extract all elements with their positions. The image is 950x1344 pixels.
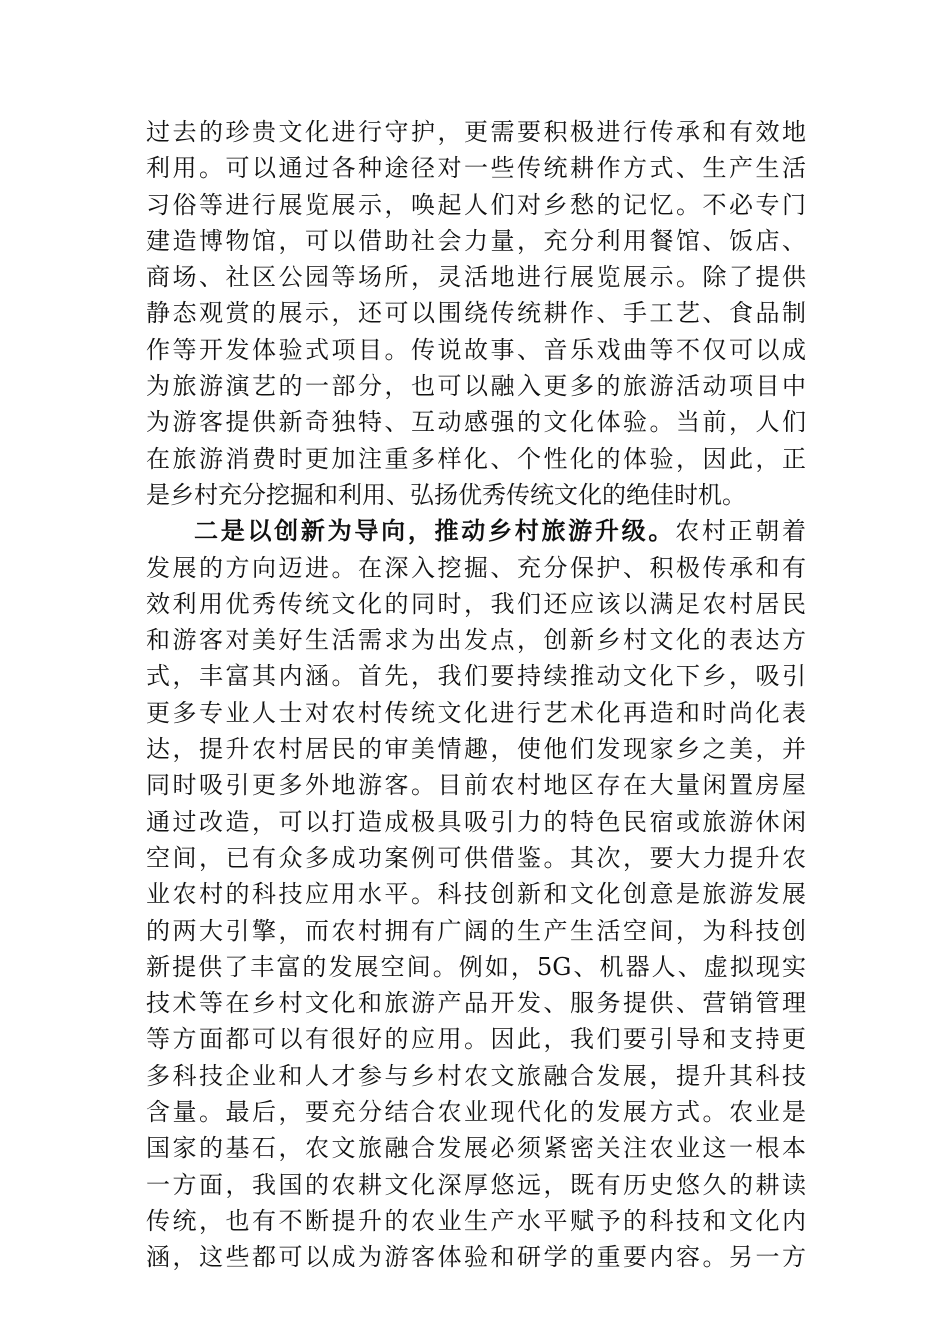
text-line: 含量。最后，要充分结合农业现代化的发展方式。农业是 bbox=[146, 1098, 806, 1127]
text-line: 涵，这些都可以成为游客体验和研学的重要内容。另一方 bbox=[146, 1243, 806, 1272]
text-line: 的两大引擎，而农村拥有广阔的生产生活空间，为科技创 bbox=[146, 916, 806, 945]
paragraph-2 bbox=[146, 513, 806, 1275]
text-line: 作等开发体验式项目。传说故事、音乐戏曲等不仅可以成 bbox=[146, 335, 806, 364]
text-line: 是乡村充分挖掘和利用、弘扬优秀传统文化的绝佳时机。 bbox=[146, 480, 746, 509]
text-line: 商场、社区公园等场所，灵活地进行展览展示。除了提供 bbox=[146, 263, 806, 292]
text-line: 技术等在乡村文化和旅游产品开发、服务提供、营销管理 bbox=[146, 989, 806, 1018]
text-line: 一方面，我国的农耕文化深厚悠远，既有历史悠久的耕读 bbox=[146, 1170, 806, 1199]
text-line: 为游客提供新奇独特、互动感强的文化体验。当前，人们 bbox=[146, 408, 806, 437]
text-line: 达，提升农村居民的审美情趣，使他们发现家乡之美，并 bbox=[146, 735, 806, 764]
text-line: 新提供了丰富的发展空间。例如，5G、机器人、虚拟现实 bbox=[146, 952, 806, 981]
text-line: 建造博物馆，可以借助社会力量，充分利用餐馆、饭店、 bbox=[146, 226, 806, 255]
text-line: 同时吸引更多外地游客。目前农村地区存在大量闲置房屋 bbox=[146, 771, 806, 800]
text-run: 农村正朝着 bbox=[675, 517, 806, 546]
text-line: 静态观赏的展示，还可以围绕传统耕作、手工艺、食品制 bbox=[146, 299, 806, 328]
text-line: 多科技企业和人才参与乡村农文旅融合发展，提升其科技 bbox=[146, 1061, 806, 1090]
text-line: 发展的方向迈进。在深入挖掘、充分保护、积极传承和有 bbox=[146, 553, 806, 582]
text-line: 传统，也有不断提升的农业生产水平赋予的科技和文化内 bbox=[146, 1206, 806, 1235]
text-line: 业农村的科技应用水平。科技创新和文化创意是旅游发展 bbox=[146, 880, 806, 909]
text-line: 在旅游消费时更加注重多样化、个性化的体验，因此，正 bbox=[146, 444, 806, 473]
paragraph-1 bbox=[146, 114, 806, 513]
text-line: 过去的珍贵文化进行守护，更需要积极进行传承和有效地 bbox=[146, 118, 806, 146]
section-heading: 二是以创新为导向，推动乡村旅游升级。 bbox=[194, 516, 676, 546]
text-line: 习俗等进行展览展示，唤起人们对乡愁的记忆。不必专门 bbox=[146, 190, 806, 219]
document-body bbox=[146, 114, 806, 1276]
text-line: 国家的基石，农文旅融合发展必须紧密关注农业这一根本 bbox=[146, 1134, 806, 1163]
text-line: 空间，已有众多成功案例可供借鉴。其次，要大力提升农 bbox=[146, 843, 806, 872]
text-line: 利用。可以通过各种途径对一些传统耕作方式、生产生活 bbox=[146, 154, 806, 183]
text-line: 为旅游演艺的一部分，也可以融入更多的旅游活动项目中 bbox=[146, 372, 806, 401]
text-line: 式，丰富其内涵。首先，我们要持续推动文化下乡，吸引 bbox=[146, 662, 806, 691]
text-line: 效利用优秀传统文化的同时，我们还应该以满足农村居民 bbox=[146, 589, 806, 618]
text-line: 更多专业人士对农村传统文化进行艺术化再造和时尚化表 bbox=[146, 698, 806, 727]
text-line: 和游客对美好生活需求为出发点，创新乡村文化的表达方 bbox=[146, 626, 806, 655]
text-line: 通过改造，可以打造成极具吸引力的特色民宿或旅游休闲 bbox=[146, 807, 806, 836]
text-line: 等方面都可以有很好的应用。因此，我们要引导和支持更 bbox=[146, 1025, 806, 1054]
paragraph-2-first-line bbox=[146, 513, 806, 549]
